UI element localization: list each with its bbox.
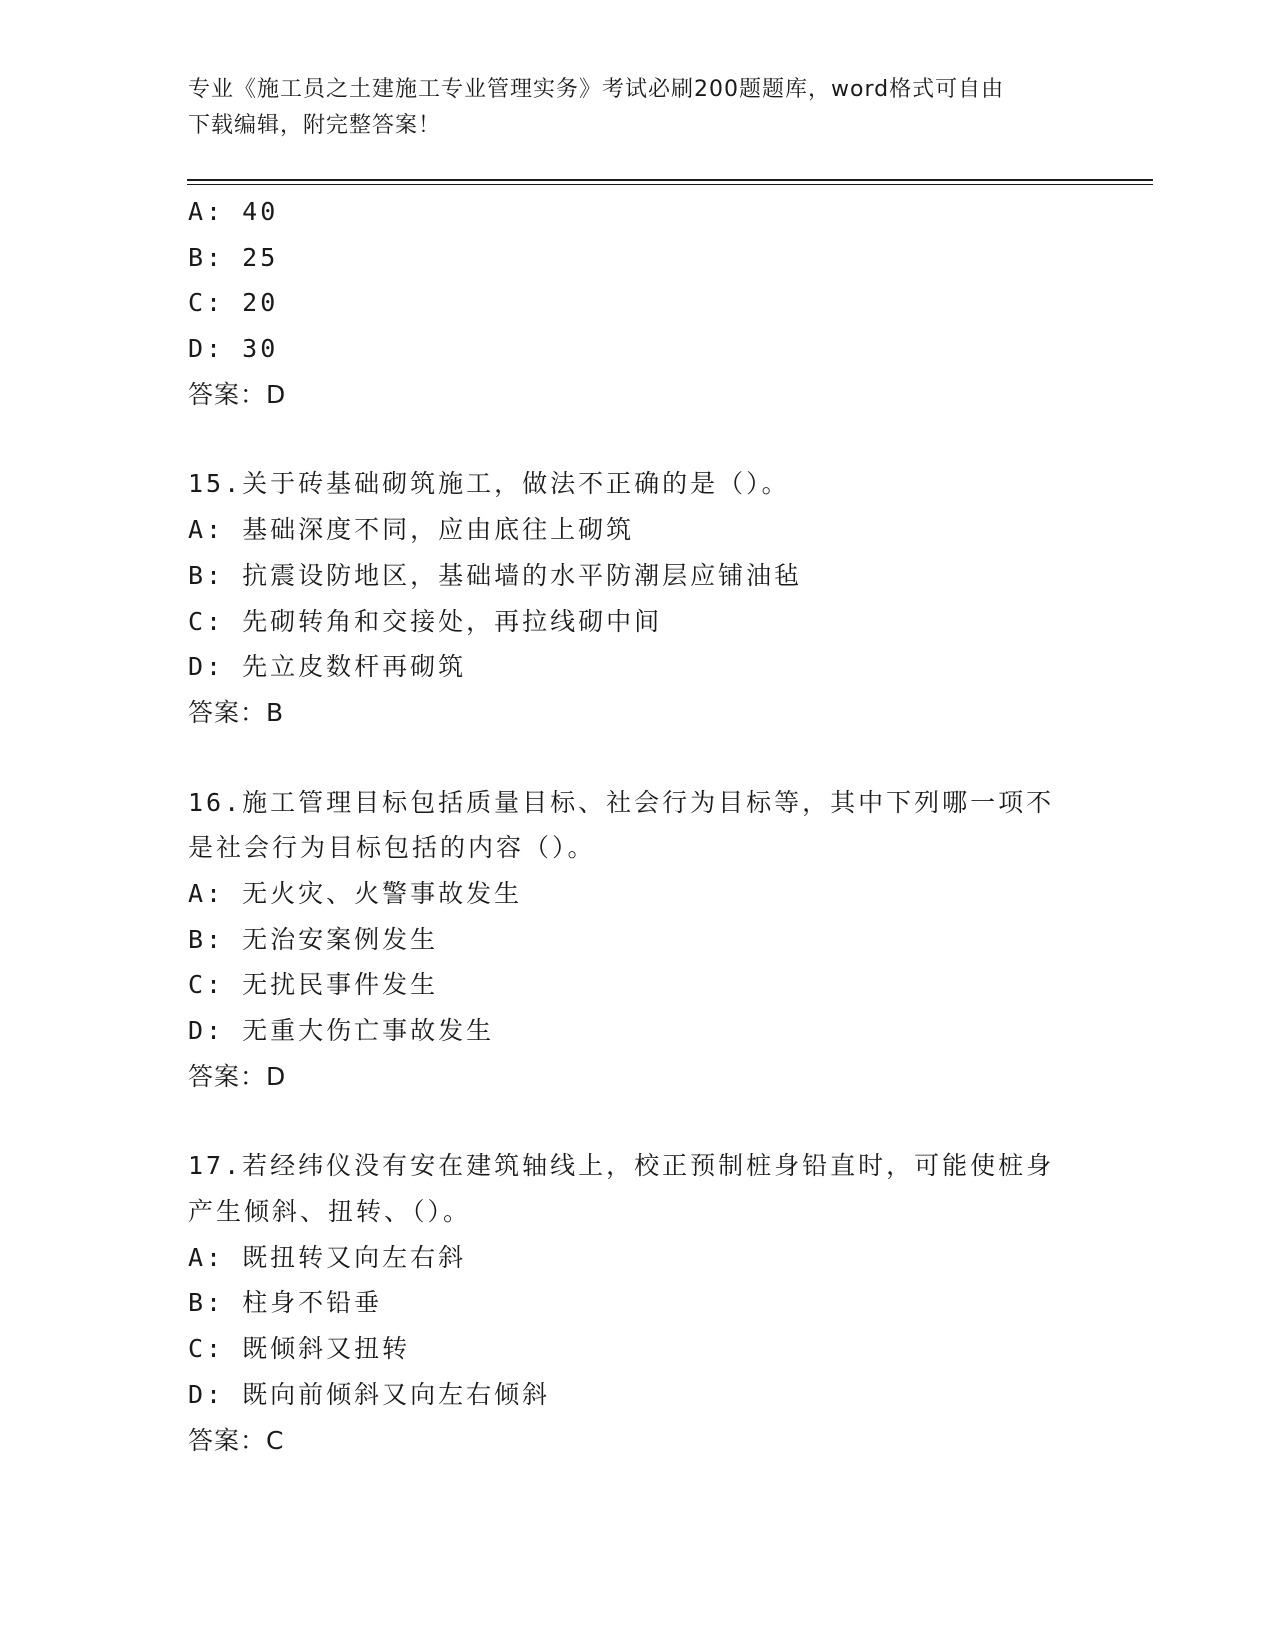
option-c: C: 20: [188, 288, 279, 318]
question-list: [188, 189, 1088, 1463]
header-divider: [187, 179, 1153, 181]
document-header: [188, 72, 1068, 144]
answer-line: 答案：B: [188, 697, 285, 727]
option-a: A: 既扭转又向左右斜: [188, 1242, 467, 1272]
answer-line: 答案：D: [188, 1061, 287, 1091]
question-stem-continued: 产生倾斜、扭转、（）。: [188, 1197, 472, 1227]
question-stem: 17.若经纬仪没有安在建筑轴线上，校正预制桩身铅直时，可能使桩身: [188, 1151, 1055, 1181]
option-b: B: 抗震设防地区，基础墙的水平防潮层应铺油毡: [188, 560, 803, 590]
option-b: B: 25: [188, 242, 279, 272]
option-d: D: 先立皮数杆再砌筑: [188, 652, 467, 682]
option-a: A: 40: [188, 197, 279, 226]
option-c: C: 既倾斜又扭转: [188, 1334, 411, 1364]
option-b: B: 无治安案例发生: [188, 924, 439, 954]
question-stem: 16.施工管理目标包括质量目标、社会行为目标等，其中下列哪一项不: [188, 787, 1055, 817]
header-title-line-1: 专业《施工员之土建施工专业管理实务》考试必刷200题题库，word格式可自由: [188, 77, 1005, 102]
question-stem-continued: 是社会行为目标包括的内容（）。: [188, 833, 596, 863]
question-stem: 15.关于砖基础砌筑施工，做法不正确的是（）。: [188, 469, 790, 499]
answer-line: 答案：D: [188, 379, 287, 409]
answer-line: 答案：C: [188, 1425, 285, 1455]
question-14: [188, 189, 1088, 417]
option-d: D: 无重大伤亡事故发生: [188, 1016, 495, 1045]
option-a: A: 无火灾、火警事故发生: [188, 878, 523, 908]
option-a: A: 基础深度不同，应由底往上砌筑: [188, 515, 635, 545]
option-c: C: 无扰民事件发生: [188, 970, 439, 1000]
question-17: [188, 1143, 1088, 1463]
option-b: B: 柱身不铅垂: [188, 1288, 383, 1318]
header-divider-thin: [187, 184, 1153, 185]
question-15: [188, 461, 1088, 735]
option-c: C: 先砌转角和交接处，再拉线砌中间: [188, 606, 663, 636]
header-title-line-2: 下载编辑，附完整答案！: [188, 113, 442, 138]
option-d: D: 既向前倾斜又向左右倾斜: [188, 1379, 551, 1409]
option-d: D: 30: [188, 334, 279, 364]
question-16: [188, 780, 1088, 1100]
